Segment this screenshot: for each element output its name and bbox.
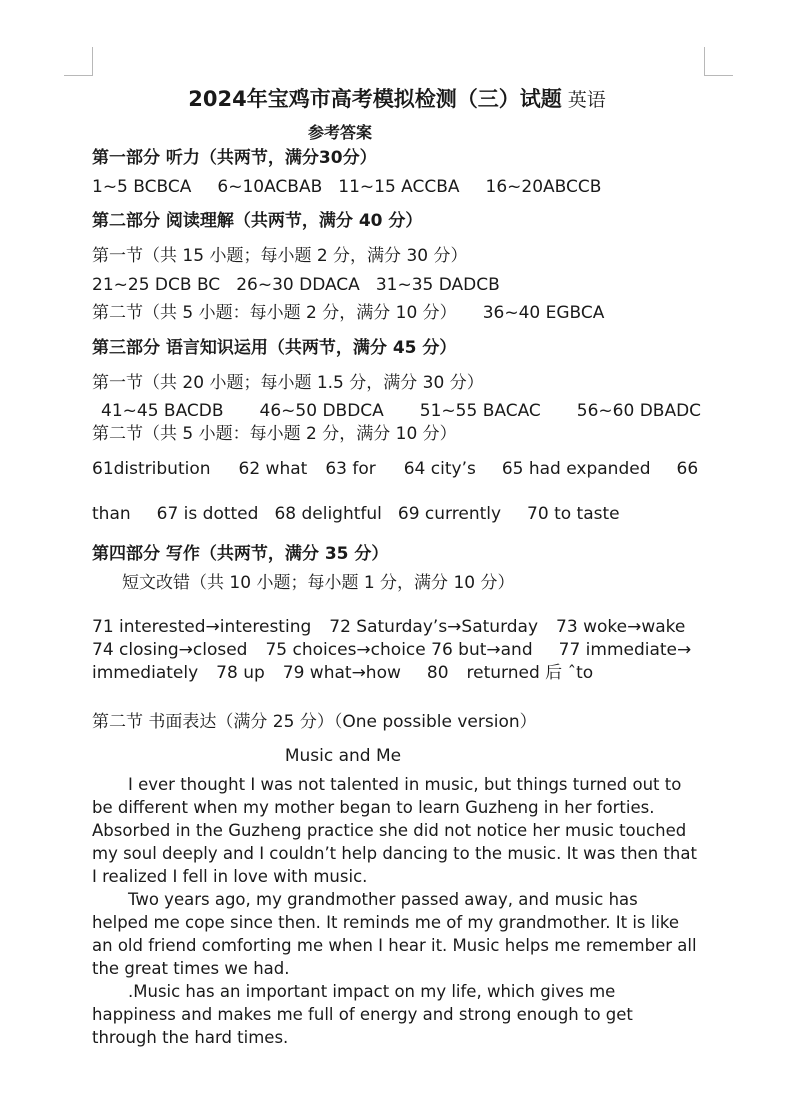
answer-group: 21~25 DCB BC [92, 275, 221, 295]
essay-title: Music and Me [284, 746, 402, 766]
answer-group: 6~10ACBAB [217, 177, 323, 197]
corrections-line1 [92, 616, 685, 638]
answer-item: 67 is dotted [156, 504, 259, 524]
part2-sec1-answers [92, 274, 500, 296]
answer-item: 69 currently [397, 504, 502, 524]
answer-group: 26~30 DDACA [236, 275, 360, 295]
answer-item: 68 delightful [274, 504, 382, 524]
correction-item: returned 后 ˆto [466, 663, 594, 683]
answer-group: 11~15 ACCBA [338, 177, 460, 197]
correction-item: immediately [92, 663, 199, 683]
answers-heading: 参考答案 [307, 123, 372, 142]
essay-paragraph: .Music has an important impact on my life, which gives me happiness and makes me full of energy and strong enough to get through the hard times. [92, 982, 633, 1047]
part3-sec1-answers [101, 400, 701, 422]
title-subject: 英语 [567, 89, 606, 111]
answer-item: 66 [676, 459, 699, 479]
correction-item: 78 up [216, 663, 265, 683]
part1-heading: 第一部分 听力（共两节，满分30分） [92, 148, 377, 168]
part3-sec1-label: 第一节（共 20 小题；每小题 1.5 分，满分 30 分） [92, 373, 484, 393]
correction-item: 75 choices→choice 76 but→and [265, 640, 533, 660]
correction-item: 72 Saturday’s→Saturday [329, 617, 539, 637]
title-text: 2024年宝鸡市高考模拟检测（三）试题 [188, 87, 562, 111]
answer-item: 64 city’s [403, 459, 476, 479]
answer-item: than [92, 504, 131, 524]
correction-item: 73 woke→wake [556, 617, 686, 637]
essay-paragraph: I ever thought I was not talented in music, but things turned out to be different when my mother began to learn Guzheng in her forties. Absorbed in the Guzheng practice she did not notice her music touched my soul deeply and I couldn’t help dancing to the music. It was then that I realized I fell in love with music. [92, 775, 697, 886]
corrections-line2 [92, 639, 691, 661]
part3-sec2-label: 第二节（共 5 小题：每小题 2 分，满分 10 分） [92, 424, 457, 444]
correction-item: 80 [426, 663, 449, 683]
page-title [0, 85, 794, 114]
part4-sec2-label: 第二节 书面表达（满分 25 分）（One possible version） [92, 712, 537, 732]
answer-group: 1~5 BCBCA [92, 177, 192, 197]
part1-answers [92, 176, 601, 198]
answer-group: 36~40 EGBCA [482, 303, 605, 323]
answer-item: 62 what [238, 459, 308, 479]
part2-sec2-label: 第二节（共 5 小题：每小题 2 分，满分 10 分） [92, 303, 457, 323]
essay-body [92, 773, 698, 1049]
correction-item: 71 interested→interesting [92, 617, 312, 637]
crop-mark-top-left [64, 47, 93, 76]
part3-sec2-line2 [92, 503, 620, 525]
part4-sec1-label: 短文改错（共 10 小题；每小题 1 分，满分 10 分） [122, 573, 515, 593]
answer-item: 65 had expanded [501, 459, 651, 479]
crop-mark-top-right [704, 47, 733, 76]
corrections-line3 [92, 662, 593, 684]
part2-heading: 第二部分 阅读理解（共两节，满分 40 分） [92, 211, 423, 231]
part2-sec1-label: 第一节（共 15 小题；每小题 2 分，满分 30 分） [92, 246, 468, 266]
correction-item: 79 what→how [282, 663, 401, 683]
answer-group: 31~35 DADCB [375, 275, 500, 295]
answer-group: 16~20ABCCB [485, 177, 602, 197]
answer-item: 70 to taste [527, 504, 620, 524]
correction-item: 74 closing→closed [92, 640, 248, 660]
essay-paragraph: Two years ago, my grandmother passed away, and music has helped me cope since then. It reminds me of my grandmother. It is like an old friend comforting me when I hear it. Music helps me remember all the great times we had. [92, 890, 697, 978]
answer-group: 51~55 BACAC [419, 401, 541, 421]
part2-sec2 [92, 302, 604, 324]
answer-group: 56~60 DBADC [576, 401, 702, 421]
correction-item: 77 immediate→ [558, 640, 692, 660]
answer-item: 61distribution [92, 459, 211, 479]
part3-heading: 第三部分 语言知识运用（共两节，满分 45 分） [92, 338, 457, 358]
answer-group: 41~45 BACDB [101, 401, 224, 421]
part4-heading: 第四部分 写作（共两节，满分 35 分） [92, 544, 389, 564]
part3-sec2-line1 [92, 458, 698, 480]
answer-item: 63 for [325, 459, 376, 479]
answer-group: 46~50 DBDCA [259, 401, 384, 421]
